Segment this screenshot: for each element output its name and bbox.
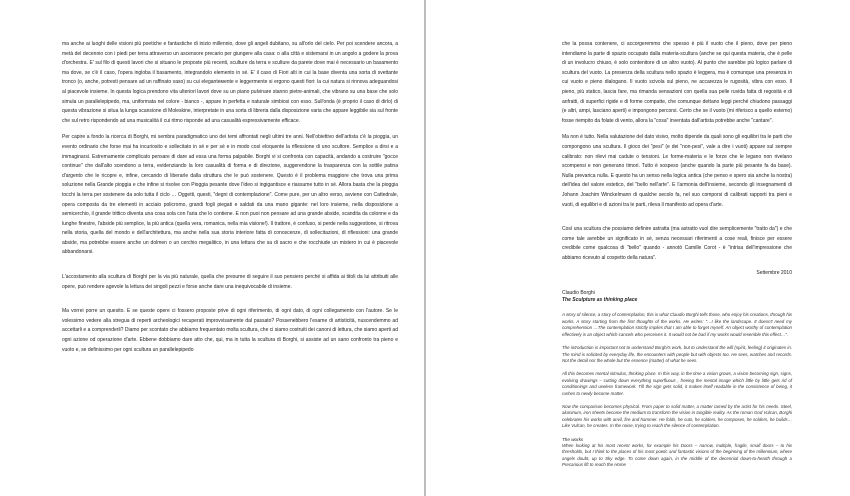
left-paragraph-2: Per capire a fondo la ricerca di Borghi, mi sembra paradigmatico uno dei temi affrontati negli ultimi tre anni. Nell'obiettivo dell'artista c'è la pioggia, un evento ordinario che forse mai ha incuriosito e sollecitato in sé e per sé e in modo così eloquente la riflessione di uno scultore. Semplice a dirsi e a immaginarsi. Estremamente complicato pensare di dare ad essa una forma palpabile. Borghi vi si confronta con capacità, andando a costruire "gocce continue" che dall'alto scendono a terra, evidenziando la loro casualità di forma e di direzione, suggerendone la trasparenza con la sottile patina d'argento che le ricopre e, infine, cercando di liberarle dalla struttura che le può sostenere. Questo è il problema maggiore che trova una prima soluzione nella Grande pioggia e che infine si risolve con Pioggia pesante dove l'ideo si ingigantisce e riassume tutto in sé. Allora basta che la pioggia tocchi la terra per sostenere da solo tutta il ciclo … Oggetti, questi, "degni di contemplazione". Come pure, per un altro verso, avviene con Cattedrale, opera composta da tre elementi in acciaio policromo, grandi fogli piegati e saldati da una mano gigante: nel loro insieme, nella disposizione a semicerchio, il grande trittico diventa una cosa sola con l'aria che lo contiene. E non puoi non pensare ad una grande abside, scandita da colonne e da lunghe finestre, l'abside più semplice, la più antica (quella vera, romanica, nella mia visione!). Il trattore, è confuso, si perde nella suggestione, si ritrova nella storia, quella del mondo e dell'architettura, ma anche nella sua storia interiore fatta di conoscenze, di sollecitazioni, di riflessioni: una grande abside, ma potrebbe essere anche un dolmen o un cerchio megalitico, in una lettura che sa di sacro e che rocchiude un mistero in cui è piacevole abbandonarsi. — [62, 134, 398, 256]
right-paragraph-2: Ma non è tutto. Nella valutazione del dato visivo, molto dipende da quali sono gli equilibri tra le parti che compongono una scultura. Il gioco dei "pesi" (e dei "non-pesi", vale a dire i vuoti) appare sul sempre calibrato: non rilevi mai cadute o tensioni. Le forme-materia e le forze che le legano non rivelano scompensi e non generano timori. Tutto è sospeso (anche quando la parte più pesante fa da base). Nulla prevarica nulla. E questo ha un senso nella logica antica (che penso e spero sia anche la nostra) dell'idea del valore estetico, del "bello nell'arte". E l'armonia dell'insieme, secondo gli insegnamenti di Johann Joachim Winckelmann di qualche secolo fa, nel suo comporsi di calibrati rapporti tra pieni e vuoti, di equilibri e di azioni tra le parti, rileva il manifesto ad opera d'arte. — [562, 134, 792, 208]
left-paragraph-3: L'accostamento alla scultura di Borghi per la via più naturale, quella che presume di seguire il suo pensiero perché si affida ai titoli da lui attribuiti alle opere, può rendere agevole la lettura dei singoli pezzi e forse anche dare una inequivocabile di insieme. — [62, 274, 398, 290]
left-paragraph-1: ma anche ai luoghi delle visioni più poetiche e fantastiche di inizio millennio, dove gli angeli dubitano, su all'orlo del cielo. Per poi scendere ancora, a metà del decennio con i piedi per terra attraverso un ascensore precario per giungere alla casa: o alla città e sistemarsi in un angolo a godere la prova d'orchestra. E' sul filo di questi lavori che si situano le proposte più recenti, sculture da terra e sculture da parete dove mai è necessario un basamento ma dove, se c'è il caso, l'opera inglobа il basamento, integrandolo elemento in sé. E' il caso di Fiori alti in cui la base diventa una sorta di svettante tronco (o, anche, potresti pensare ad un raffinato vaso) su cui eleganteмente e leggermente si ergono questi fiori: la cui natura si rinnova adeguandosi al piacevole insieme. In questa logica prendono vita ulteriori lavori dove su un piano pulvinare stanno pietre-animali, che vibrano su una base che solo simula un parallelepipedo, ma, uniformata nel colore - bianco -, appare in perfetta e naturale simbiosi con esso. Sull'onda (è proprio il caso di dirlo) di questa vibrazione si situa la lunga scansione di Moleskine, interpretate in una sorta di libreria dalla disposizione varia che appare leggibile sia sul fronte che sul retro rispondendo ad una musicalità il cui ritmo risponde ad una casualità espressivamente efficace. — [62, 41, 398, 124]
english-paragraph-3: All this becomes mental stimulus, thinking place. In this way, in the time a vision grows, a vision becoming sign, signs, evolving drawings – cutting down everything superfluous , freeing the mental image which little by little gets rid of conditionings and useless framework. Till the sign gets solid, it makes itself readable in the consistence of being, it rushes to newly become matter. — [562, 371, 792, 396]
right-page — [426, 0, 850, 496]
english-author: Claudio Borghi — [562, 290, 595, 297]
english-paragraph-1: A story of silence, a story of contemplation, this is what Claudio Borghi tells those, who enjoy his creations, through his works. A story starting from the first thoughts of the works. He writes: "…I like the landscape. It doesn't need my comprehension …The contemplation strictly implies that I am able to forget myself. An object worthy of contemplation effectively is an object which cancels who perceives it. It would not be bad if my works would resemble this effect…". — [562, 312, 792, 337]
essay-date: Settembre 2010 — [756, 270, 792, 277]
english-subhead: The works — [562, 436, 584, 442]
right-paragraph-1: che la possa contenere, ci accorgeremmo che spesso è più il vuoto che il pieno, dove per pieno intendiamo la parte di spazio occupato dalla materia-scultura (anche se qui questa materia, che è pelle di un involucro chiuso, è solo contenitore di un altro vuoto). Al punto che sarebbe più logico parlare di scultura del vuoto. La presenza della scultura nello spazio è leggera, ma è comunque una presenza in cui vuoto e pieno dialogano. Il vuoto scivola sul pieno, ne accarezza le rugosità, vibra con esso. Il pieno, più statico, lascia fare, ma rimanda sensazioni con quella sua pelle ruvida fatta di regosità e di anfratti, di superfici rigide e di forme compatte, che comunque dettano leggi perché chiudono passaggi (e altri, ampi, lasciano aperti) e impongono percorsi. Certo che se il vuoto (mi riferisco a quello esterno) fosse riempito da folate di vento, allora la "cosa" inventata dall'artista potrebbe anche "cantare". — [562, 41, 792, 124]
right-paragraph-3: Così una scultura che possiamo definire astratta (ma astratto vuol dire semplicemente "tratto da") e che come tale avrebbe un significato in sé, senza necessari riferimenti a cose reali, finisce per essere credibile come qualcosa di "bello" quando - annotò Camille Corot - è "intrisa dell'impressione che abbiamo ricevuto al cospetto della natura". — [562, 226, 792, 261]
english-paragraph-4: Now the comparison becomes physical. From paper to solid matter, a matter tamed by the artist for his needs. Steel, aluminum, iron sheets become the medium to transform the vision in tangible reality. As the roman God Vulcan, Borghi celebrates his works with anvil, fire and hammer. He folds, he cuts, he solders, he composes, he solders, he builds…Like Vulcan, he creates. In the noise, trying to reach the silence of contemplation. — [562, 403, 792, 429]
english-paragraph-2: The introduction is important not to understand Borghi's work, but to understand the will (spirit, feeling) it originates in. The mind is solicited by everyday life, the encounters with people but with objects too. He sees, watches and records. Not the detail nor the whole but the essence (matter) of what he sees. — [562, 345, 792, 363]
english-title: The Sculpture as thinking place — [562, 297, 638, 304]
left-paragraph-4: Ma vorrei porre un quesito. E se queste opere ci fossero proposte prive di ogni riferimento, di ogni dato, di ogni collegamento con l'autore. Se le volessimo vedere alla stregua di reperti archeologici recuperati improvvisamente dal passato? Possenebbero l'esame di artisticità, nuscendemmo ad accettarli e a comprenderli? Diamo per scontato che abbiamo frequentato molta scultura, che ci siamo costruiti dei canoni di lettura, che siamo aperti ad ogni azione od operazione d'arte. Ebbene dobbiamo dare atto che, qui, ma in tutta la scultura di Borghi, si assiste ad un sano confronto tra pieno e vuoto e, se definissimo per ogni scultura un parallelepipedo — [62, 308, 398, 353]
left-page — [0, 0, 424, 496]
english-works-paragraph: When looking at his most recent works, for example his Doors – narrow, multiple, fragile, small doors – to his thresholds, but I think to the places of his most poetic and fantastic visions of the beginning of the millennium, where angels doubt, up to Sky edge. To come down again, in the middle of the decennial down-to-hearth through a Precarious lift to reach the Home — [562, 442, 792, 468]
